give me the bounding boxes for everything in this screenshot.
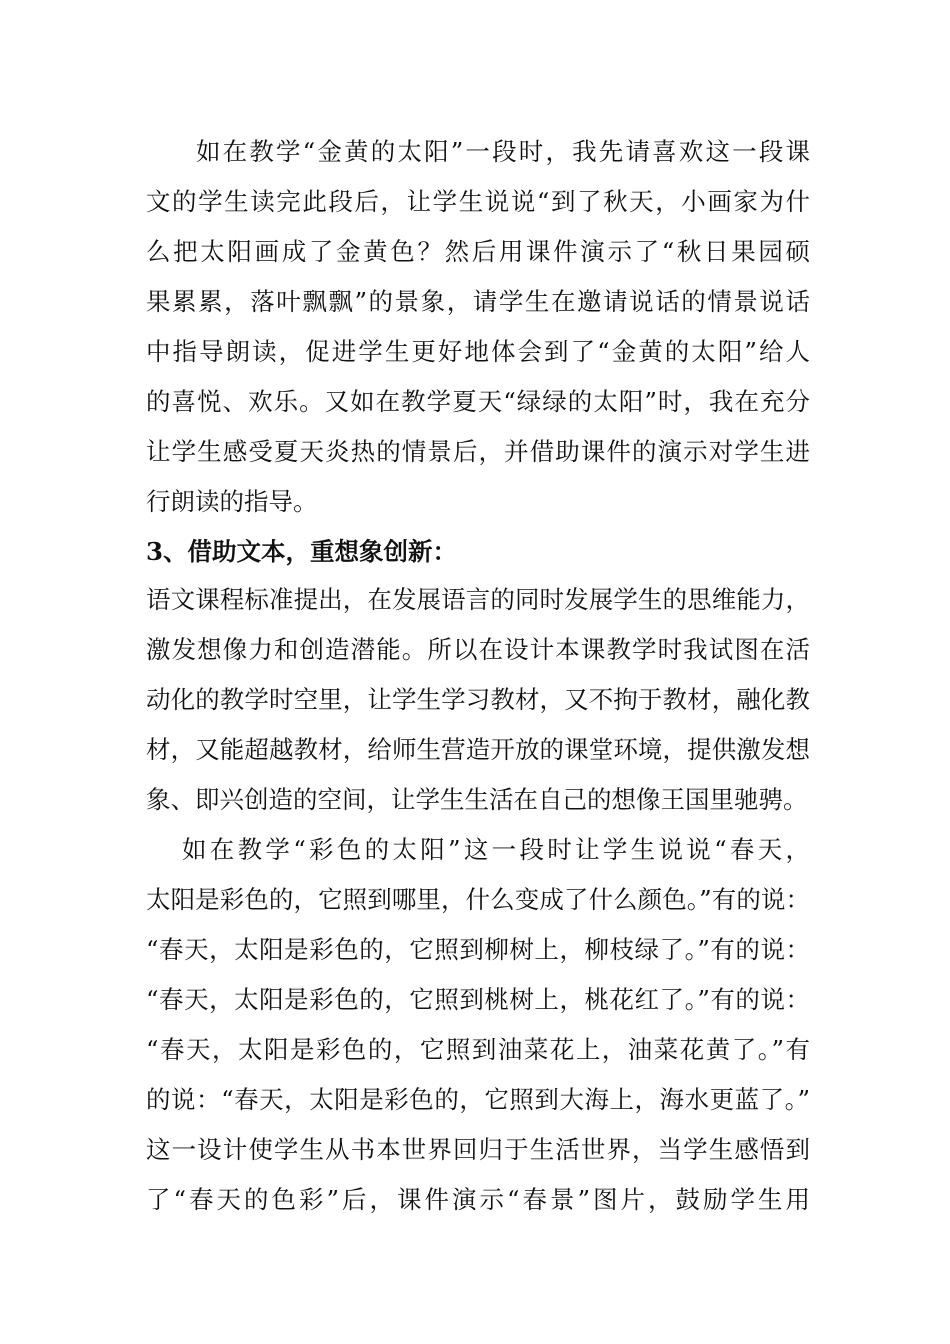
- paragraph-1-line: 果累累，落叶飘飘”的景象，请学生在邀请说话的情景说话: [146, 287, 810, 316]
- paragraph-3-line: 的说：“春天，太阳是彩色的，它照到大海上，海水更蓝了。”: [146, 1085, 810, 1114]
- paragraph-2-line: 象、即兴创造的空间，让学生生活在自己的想像王国里驰骋。: [146, 785, 808, 814]
- paragraph-3-line: “春天，太阳是彩色的，它照到油菜花上，油菜花黄了。”有: [146, 1035, 810, 1064]
- paragraph-3-line: 太阳是彩色的，它照到哪里，什么变成了什么颜色。”有的说：: [146, 885, 810, 914]
- paragraph-1-line: 让学生感受夏天炎热的情景后，并借助课件的演示对学生进: [146, 437, 810, 466]
- paragraph-1-line: 行朗读的指导。: [146, 487, 318, 516]
- paragraph-3-line: 了“春天的色彩”后，课件演示“春景”图片，鼓励学生用: [146, 1185, 810, 1214]
- paragraph-3-line: “春天，太阳是彩色的，它照到柳树上，柳枝绿了。”有的说：: [146, 935, 810, 964]
- paragraph-2-line: 激发想像力和创造潜能。所以在设计本课教学时我试图在活: [146, 635, 810, 664]
- paragraph-1-line: 的喜悦、欢乐。又如在教学夏天“绿绿的太阳”时，我在充分: [146, 387, 810, 416]
- paragraph-2-line: 动化的教学时空里，让学生学习教材，又不拘于教材，融化教: [146, 685, 810, 714]
- paragraph-3-line: 如在教学“彩色的太阳”这一段时让学生说说“春天，: [182, 835, 810, 864]
- paragraph-3-line: 这一设计使学生从书本世界回归于生活世界，当学生感悟到: [146, 1135, 810, 1164]
- paragraph-3-line: “春天，太阳是彩色的，它照到桃树上，桃花红了。”有的说：: [146, 985, 810, 1014]
- paragraph-2-line: 语文课程标准提出，在发展语言的同时发展学生的思维能力，: [146, 585, 810, 614]
- paragraph-1-line: 中指导朗读，促进学生更好地体会到了“金黄的太阳”给人: [146, 337, 810, 366]
- section-heading: 3、借助文本，重想象创新：: [146, 537, 458, 566]
- paragraph-1-line: 么把太阳画成了金黄色？然后用课件演示了“秋日果园硕: [146, 237, 810, 266]
- paragraph-1-line: 文的学生读完此段后，让学生说说“到了秋天，小画家为什: [146, 187, 810, 216]
- paragraph-2-line: 材，又能超越教材，给师生营造开放的课堂环境，提供激发想: [146, 735, 810, 764]
- paragraph-1-line: 如在教学“金黄的太阳”一段时，我先请喜欢这一段课: [196, 137, 810, 166]
